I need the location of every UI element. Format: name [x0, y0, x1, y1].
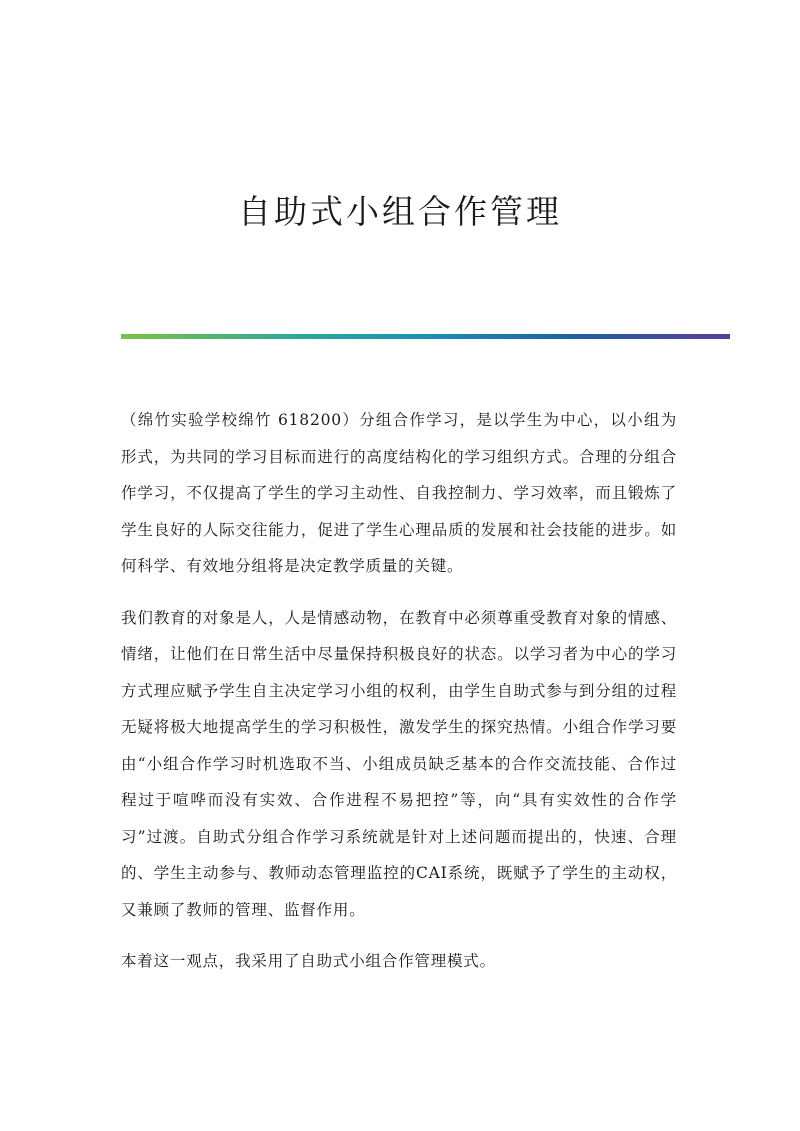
- document-body: [121, 402, 677, 995]
- paragraph-conclusion: 本着这一观点，我采用了自助式小组合作管理模式。: [121, 952, 496, 970]
- paragraph-intro: （绵竹实验学校绵竹 618200）分组合作学习，是以学生为中心，以小组为形式，为共同的学习目标而进行的高度结构化的学习组织方式。合理的分组合作学习，不仅提高了学生的学习主动性、自我控制力、学习效率，而且锻炼了学生良好的人际交往能力，促进了学生心理品质的发展和社会技能的进步。如何科学、有效地分组将是决定教学质量的关键。: [121, 411, 677, 575]
- paragraph-education: 我们教育的对象是人，人是情感动物，在教育中必须尊重受教育对象的情感、情绪，让他们在日常生活中尽量保持积极良好的状态。以学习者为中心的学习方式理应赋予学生自主决定学习小组的权利，由学生自助式参与到分组的过程无疑将极大地提高学生的学习积极性，激发学生的探究热情。小组合作学习要由“小组合作学习时机选取不当、小组成员缺乏基本的合作交流技能、合作过程过于喧哗而没有实效、合作进程不易把控”等，向“具有实效性的合作学习”过渡。自助式分组合作学习系统就是针对上述问题而提出的，快速、合理的、学生主动参与、教师动态管理监控的CAI系统，既赋予了学生的主动权，又兼顾了教师的管理、监督作用。: [121, 608, 677, 919]
- page-title: 自助式小组合作管理: [238, 192, 562, 231]
- title-divider: [121, 334, 730, 339]
